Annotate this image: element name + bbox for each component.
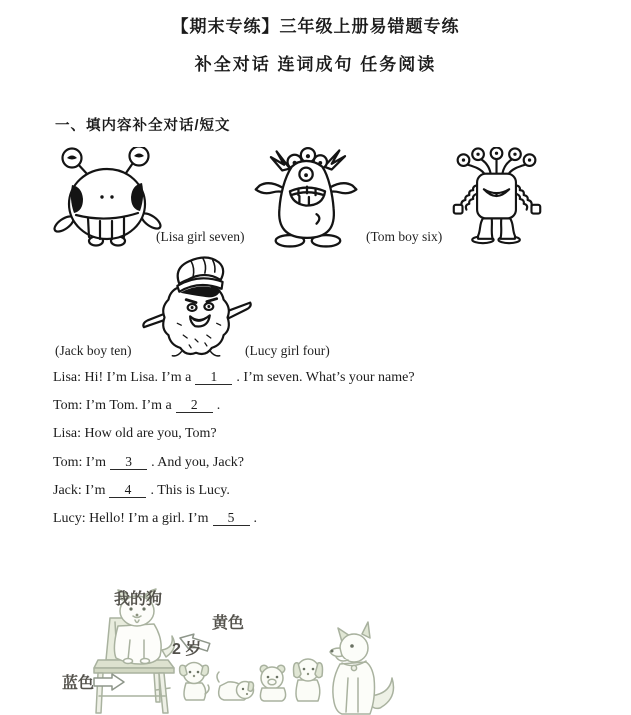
dialogue-text: Lisa: How old are you, Tom? (53, 426, 217, 442)
my-dog-label: 我的狗 (114, 591, 163, 608)
dialogue-text: . I’m seven. What’s your name? (236, 370, 415, 385)
label-tom: (Tom boy six) (366, 229, 443, 244)
monster-tom-illustration (250, 145, 364, 251)
dog-illustration (52, 578, 402, 715)
section-heading: 一、填内容补全对话/短文 (55, 118, 231, 134)
dialogue-text: Tom: I’m (53, 454, 107, 470)
page-title: 【期末专练】三年级上册易错题专练 (171, 17, 460, 36)
big-dog-drawing (330, 622, 394, 714)
dialogue-text: Jack: I’m (53, 482, 106, 498)
age-label: 2 岁 (172, 641, 202, 658)
fill-blank-5[interactable]: 5 (213, 511, 250, 526)
monster-five-eyes-illustration (446, 147, 548, 247)
dialogue-line (53, 483, 598, 498)
dialogue-text: Tom: I’m Tom. I’m a (53, 398, 172, 414)
dialogue-line (53, 511, 598, 526)
fill-blank-2[interactable]: 2 (176, 398, 213, 413)
dialogue-text: . (253, 510, 258, 526)
dialogue-text: Lisa: Hi! I’m Lisa. I’m a (53, 370, 192, 385)
fill-blank-3[interactable]: 3 (110, 455, 147, 470)
page-subtitle: 补全对话 连词成句 任务阅读 (194, 55, 437, 74)
dialogue-text: . This is Lucy. (150, 482, 230, 498)
monster-jack-illustration (134, 256, 262, 360)
label-jack: (Jack boy ten) (55, 343, 132, 358)
dialogue-line (53, 398, 598, 413)
yellow-label: 黄色 (212, 615, 245, 632)
dialogue-line (53, 455, 598, 470)
dialogue-text: Lucy: Hello! I’m a girl. I’m (53, 510, 209, 526)
dialogue-line (53, 426, 598, 441)
label-lucy: (Lucy girl four) (245, 343, 330, 358)
dialogue-text: . And you, Jack? (151, 454, 245, 470)
label-lisa: (Lisa girl seven) (156, 229, 245, 244)
fill-blank-1[interactable]: 1 (195, 370, 232, 385)
dialogue-text: . (216, 398, 221, 414)
fill-blank-4[interactable]: 4 (109, 483, 146, 498)
puppies-drawing (180, 659, 323, 701)
dialogue-line (53, 370, 598, 385)
monster-lisa-illustration (52, 147, 162, 248)
dialogue-block (53, 370, 598, 539)
blue-label: 蓝色 (62, 675, 95, 692)
